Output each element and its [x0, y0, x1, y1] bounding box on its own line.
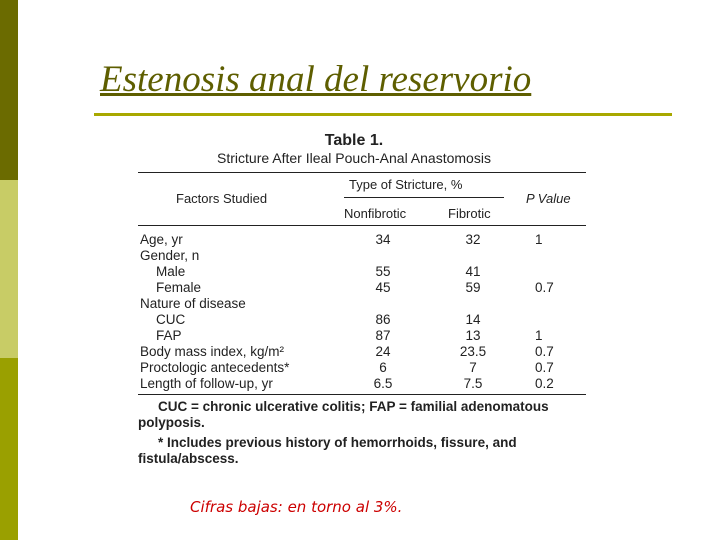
footnote-asterisk: * Includes previous history of hemorrhoids, fissure, and fistula/abscess.: [138, 435, 517, 466]
row-factor: Female: [156, 280, 202, 295]
side-bar-olive: [0, 358, 18, 540]
row-factor: Proctologic antecedents*: [140, 360, 290, 375]
row-factor: Body mass index, kg/m²: [140, 344, 285, 359]
table-row: [140, 344, 580, 360]
header-p-value: P Value: [526, 191, 571, 206]
table-row: [140, 328, 580, 344]
row-p-value: 0.7: [535, 360, 554, 375]
slide-caption: Cifras bajas: en torno al 3%.: [190, 498, 403, 516]
table-row: [140, 360, 580, 376]
table-row: [140, 248, 580, 264]
row-nonfibrotic: 87: [375, 328, 391, 343]
row-fibrotic: 23.5: [459, 344, 487, 359]
table-title: Table 1.: [324, 132, 384, 149]
header-factors: Factors Studied: [176, 191, 268, 206]
header-group-rule: [344, 197, 504, 198]
row-factor: CUC: [156, 312, 186, 327]
header-nonfibrotic: Nonfibrotic: [344, 206, 407, 221]
row-fibrotic: 59: [465, 280, 481, 295]
row-p-value: 1: [535, 328, 543, 343]
side-bar-dark: [0, 0, 18, 180]
table-row: [140, 264, 580, 280]
table-bottom-rule: [138, 394, 586, 395]
header-type-group: Type of Stricture, %: [349, 177, 463, 192]
row-factor: Nature of disease: [140, 296, 246, 311]
row-factor: FAP: [156, 328, 182, 343]
table-row: [140, 280, 580, 296]
row-factor: Gender, n: [140, 248, 200, 263]
table-subtitle: Stricture After Ileal Pouch-Anal Anastomosis: [217, 150, 491, 166]
footnote-abbreviations: CUC = chronic ulcerative colitis; FAP = familial adenomatous polyposis.: [138, 399, 549, 430]
row-nonfibrotic: 24: [375, 344, 391, 359]
table-row: [140, 312, 580, 328]
table-top-rule: [138, 172, 586, 173]
row-nonfibrotic: 55: [375, 264, 391, 279]
row-fibrotic: 32: [465, 232, 481, 247]
table-row: [140, 296, 580, 312]
header-fibrotic: Fibrotic: [448, 206, 491, 221]
table-row: [140, 376, 580, 392]
row-fibrotic: 7: [469, 360, 477, 375]
row-nonfibrotic: 34: [375, 232, 391, 247]
row-fibrotic: 14: [465, 312, 481, 327]
slide-title: Estenosis anal del reservorio: [100, 59, 532, 100]
title-underline-rule: [94, 113, 672, 116]
row-fibrotic: 41: [465, 264, 481, 279]
row-p-value: 1: [535, 232, 543, 247]
row-fibrotic: 7.5: [463, 376, 483, 391]
row-p-value: 0.2: [535, 376, 554, 391]
row-nonfibrotic: 6.5: [373, 376, 393, 391]
header-bottom-rule: [138, 225, 586, 226]
row-nonfibrotic: 45: [375, 280, 391, 295]
row-factor: Male: [156, 264, 186, 279]
side-bar-light: [0, 180, 18, 358]
row-fibrotic: 13: [465, 328, 481, 343]
table-row: [140, 232, 580, 248]
row-p-value: 0.7: [535, 280, 554, 295]
row-nonfibrotic: 6: [379, 360, 387, 375]
table-figure: [138, 128, 588, 473]
row-factor: Length of follow-up, yr: [140, 376, 273, 391]
row-p-value: 0.7: [535, 344, 554, 359]
row-nonfibrotic: 86: [375, 312, 391, 327]
row-factor: Age, yr: [140, 232, 183, 247]
